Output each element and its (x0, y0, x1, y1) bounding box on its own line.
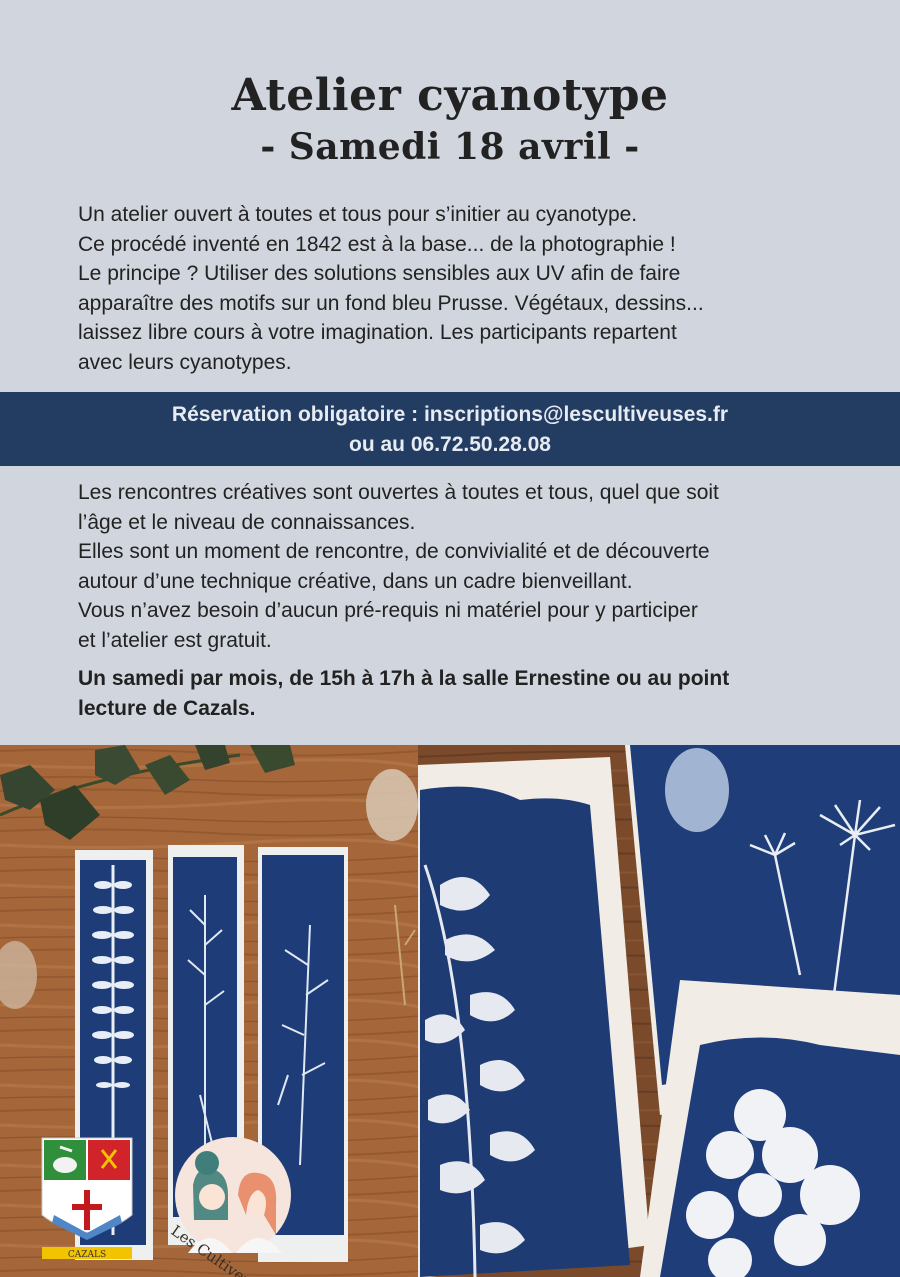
reservation-email-line[interactable]: Réservation obligatoire : inscriptions@lescultiveuses.fr (171, 403, 729, 426)
info-line: Les rencontres créatives sont ouvertes à toutes et tous, quel que soit (78, 481, 719, 504)
info-line: autour d’une technique créative, dans un cadre bienveillant. (78, 569, 633, 593)
intro-line: Ce procédé inventé en 1842 est à la base... de la photographie ! (78, 232, 676, 256)
page-subtitle-date: - Samedi 18 avril - (260, 126, 640, 168)
intro-line: apparaître des motifs sur un fond bleu Prusse. Végétaux, dessins... (78, 291, 704, 315)
info-line: Elles sont un moment de rencontre, de convivialité et de découverte (78, 540, 710, 563)
page-title: Atelier cyanotype (231, 70, 669, 121)
info-line: Vous n’avez besoin d’aucun pré-requis ni matériel pour y participer (78, 599, 698, 622)
intro-line: Le principe ? Utiliser des solutions sensibles aux UV afin de faire (78, 262, 681, 285)
schedule-line: lecture de Cazals. (78, 696, 256, 720)
intro-line: laissez libre cours à votre imagination. Les participants repartent (78, 321, 677, 344)
intro-paragraph (78, 200, 838, 377)
schedule-line: Un samedi par mois, de 15h à 17h à la salle Ernestine ou au point (78, 667, 730, 690)
reservation-phone-line[interactable]: ou au 06.72.50.28.08 (349, 433, 551, 456)
info-line: et l’atelier est gratuit. (78, 628, 272, 652)
photo-collage (0, 745, 900, 1277)
les-cultiveuses-logo-lettering: Les (167, 1221, 200, 1252)
left-photo-bookmarks (0, 745, 418, 1277)
info-line: l’âge et le niveau de connaissances. (78, 510, 416, 534)
right-photo-cyanotypes (418, 745, 900, 1277)
cazals-logo-lettering: CAZALS (67, 1250, 107, 1260)
info-paragraph (78, 478, 858, 723)
intro-line: Un atelier ouvert à toutes et tous pour s’initier au cyanotype. (78, 203, 638, 226)
reservation-banner (0, 392, 900, 466)
intro-line: avec leurs cyanotypes. (78, 350, 292, 374)
